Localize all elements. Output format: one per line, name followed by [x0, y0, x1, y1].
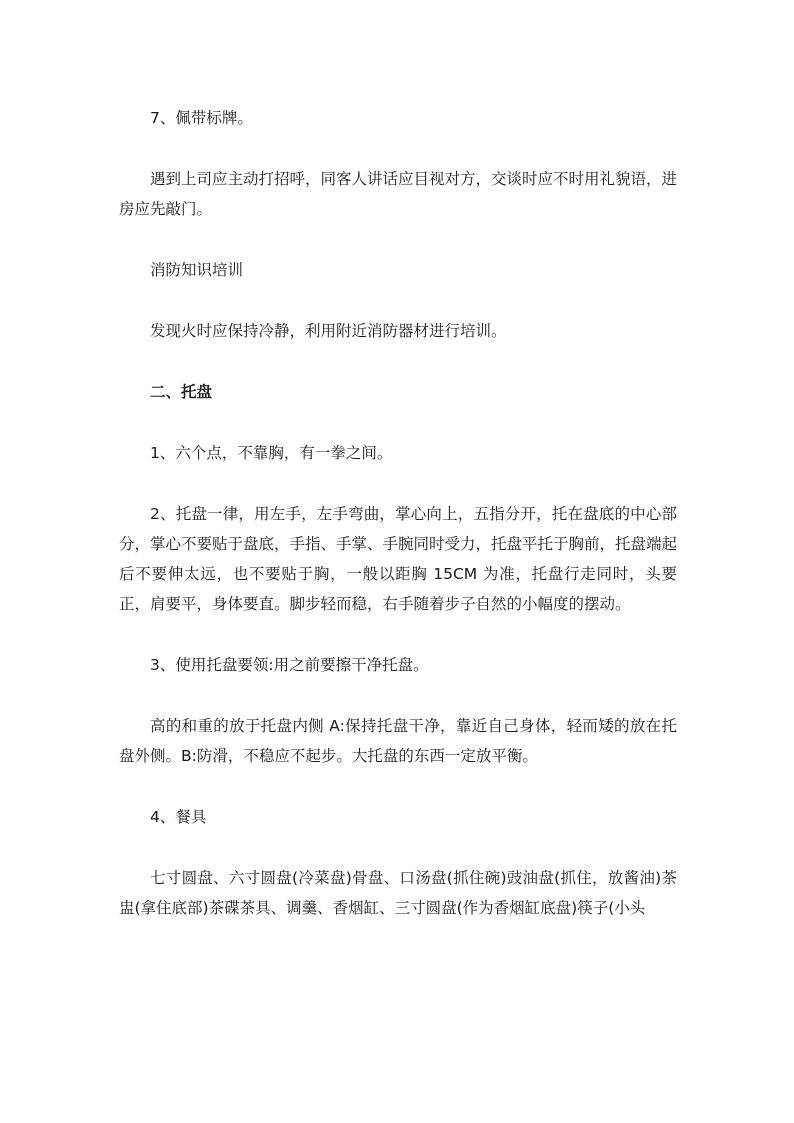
paragraph-tableware-title: 4、餐具 [150, 808, 207, 826]
section-title-fire-training: 消防知识培训 [150, 261, 244, 279]
paragraph-tray-loading: 高的和重的放于托盘内侧 A:保持托盘干净，靠近自己身体，轻而矮的放在托盘外侧。B:防滑，不稳应不起步。大托盘的东西一定放平衡。 [119, 717, 677, 765]
paragraph-tableware-list: 七寸圆盘、六寸圆盘(冷菜盘)骨盘、口汤盘(抓住碗)豉油盘(抓住，放酱油)茶盅(拿住底部)茶碟茶具、调羹、香烟缸、三寸圆盘(作为香烟缸底盘)筷子(小头 [119, 869, 677, 917]
paragraph-item-7: 7、佩带标牌。 [150, 109, 253, 127]
paragraph-tray-point-1: 1、六个点，不靠胸，有一拳之间。 [150, 444, 393, 462]
paragraph-greeting-etiquette: 遇到上司应主动打招呼，同客人讲话应目视对方，交谈时应不时用礼貌语，进房应先敲门。 [119, 170, 678, 218]
section-heading-tray: 二、托盘 [150, 383, 213, 401]
document-body [119, 103, 677, 923]
paragraph-tray-point-3: 3、使用托盘要领:用之前要擦干净托盘。 [150, 656, 429, 674]
paragraph-tray-point-2: 2、托盘一律，用左手，左手弯曲，掌心向上，五指分开，托在盘底的中心部分，掌心不要贴于盘底，手指、手掌、手腕同时受力，托盘平托于胸前，托盘端起后不要伸太远，也不要贴于胸，一般以距胸 15CM 为准，托盘行走同时，头要正，肩要平，身体要直。脚步轻而稳，右手随着步子自然的小幅度的摆动。 [119, 505, 678, 613]
paragraph-fire-response: 发现火时应保持冷静，利用附近消防器材进行培训。 [150, 322, 507, 340]
